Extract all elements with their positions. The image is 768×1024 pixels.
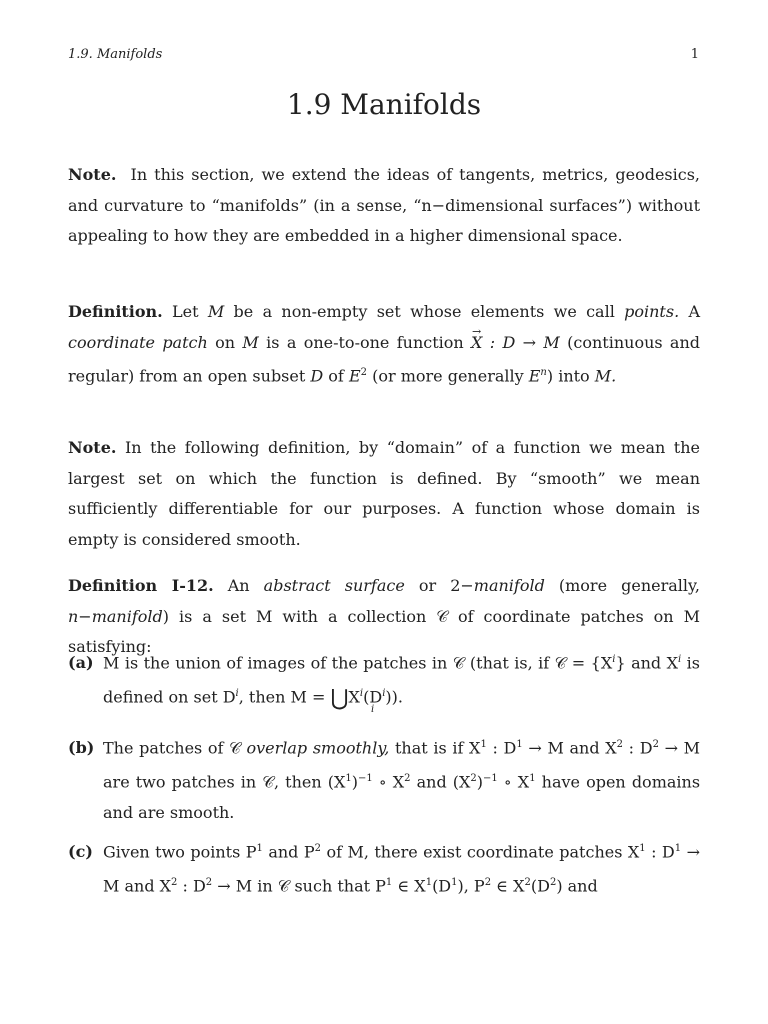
running-header-section: 1.9. Manifolds [68, 47, 163, 62]
definition-label: Definition I-12. [68, 576, 214, 595]
math-sup: 2 [404, 772, 411, 784]
text: ∈ X [491, 876, 525, 896]
text: ) and [556, 876, 598, 896]
item-marker: (a) [68, 653, 94, 673]
math-sup: n [540, 367, 547, 378]
text: : D [177, 876, 206, 896]
math-sup: 2 [652, 739, 659, 750]
math-sup: 2 [470, 772, 477, 784]
note-label: Note. [68, 438, 117, 457]
text: on [207, 332, 243, 352]
text: ) [351, 772, 358, 792]
text: : D [645, 842, 675, 862]
text: } and X [615, 653, 679, 673]
math-sup: 1 [674, 843, 682, 854]
math-E: E [528, 366, 541, 386]
definition-coordinate-patch [68, 297, 700, 392]
term-coordinate-patch: coordinate patch [68, 332, 208, 352]
text: , then M = [238, 687, 331, 707]
math-sup: 1 [256, 843, 263, 854]
math-M: M. [594, 366, 617, 386]
list-item-b [68, 730, 700, 828]
math-sup: −1 [483, 772, 498, 784]
math-sup: 1 [480, 739, 487, 750]
text: ) [476, 772, 484, 792]
math-bigcup: ⋃ [330, 686, 349, 712]
math-sup: i [678, 654, 682, 665]
running-header [68, 47, 699, 62]
text: and (X [410, 772, 471, 792]
note-text: In this section, we extend the ideas of tangents, metrics, geodesics, and curvature to “manifolds” (in a sense, “n−dimensional surfaces”) without appealing to how they are embedded in a higher dimensional space. [68, 165, 700, 245]
list-item-c [68, 834, 700, 902]
text: M is the union of images of the patches in 𝒞 (that is, if 𝒞 = {X [103, 653, 613, 673]
text: ) into [546, 366, 595, 386]
text: of [323, 366, 349, 386]
text: ∈ X [392, 876, 426, 896]
text: → M in 𝒞 such that P [212, 876, 386, 896]
text: Let [172, 302, 208, 321]
text: ∘ X [372, 772, 405, 792]
text: Given two points P [103, 842, 257, 862]
text: (continuous and regular) from an open subset [68, 332, 701, 386]
math-M: M [242, 332, 259, 352]
item-marker: (c) [68, 842, 93, 862]
text: have open domains and are smooth. [103, 772, 701, 822]
text: or 2− [404, 576, 474, 595]
note-domain-smooth [68, 433, 700, 555]
list-item-a: (a) M is the union of images of the patches in 𝒞 (that is, if 𝒞 = $\{X^i\}$ and $X^i$ is defined on set $D^i$, then $M = ⋃X^i(D^i)$). i [68, 645, 700, 713]
text: and P [262, 842, 315, 862]
math-sup: i [612, 654, 616, 665]
text: ) is a set M with a collection 𝒞 of coordinate patches on M satisfying: [68, 606, 700, 656]
term-manifold: manifold [473, 576, 545, 595]
text: ∘ X [497, 772, 530, 792]
text: → M and X [522, 738, 617, 758]
text: A [679, 302, 701, 321]
definition-label: Definition. [68, 302, 163, 321]
math-E: E [348, 366, 361, 386]
math-sup: 1 [516, 739, 523, 750]
text: The patches of 𝒞 [103, 738, 247, 758]
term-n-manifold: n−manifold [68, 606, 163, 626]
note-label: Note. [68, 165, 117, 184]
text: : D [623, 738, 653, 758]
text: → M and X [103, 842, 700, 896]
math-sup: i [359, 687, 364, 699]
math-sup: i [382, 687, 386, 699]
math-sup: 2 [524, 876, 531, 888]
math-sup: 1 [529, 772, 536, 784]
math-sup: 2 [549, 876, 557, 888]
math-sup: 2 [484, 876, 492, 888]
section-title: 1.9 Manifolds [286, 88, 482, 121]
math-vector-X: X [348, 687, 360, 707]
math-sup: 1 [451, 876, 458, 888]
term-overlap-smoothly: overlap smoothly, [246, 738, 390, 758]
math-map: : D → M [482, 332, 560, 352]
math-sup: 1 [385, 876, 393, 888]
text: is defined on set D [103, 653, 701, 707]
math-sup: 2 [205, 876, 213, 888]
math-D: D [310, 366, 324, 386]
text: (D [363, 687, 383, 707]
text: ), P [457, 876, 485, 896]
page-number: 1 [690, 47, 699, 62]
math-sup: −1 [358, 772, 373, 784]
text: is a one-to-one function [258, 332, 472, 352]
math-sup: 2 [171, 876, 178, 888]
term-abstract-surface: abstract surface [263, 576, 405, 595]
math-sup: i [235, 687, 239, 699]
text: be a non-empty set whose elements we call [224, 302, 625, 321]
text: (more generally, [544, 576, 701, 595]
math-sup: 2 [360, 367, 367, 378]
math-sup: 2 [314, 843, 322, 854]
note-text: In the following definition, by “domain” of a function we mean the largest set on which the function is defined. By “smooth” we mean sufficiently differentiable for our purposes. A function whose domain is empty is considered smooth. [68, 438, 700, 549]
math-sup: 1 [425, 876, 433, 888]
text: (or more generally [367, 366, 529, 386]
term-points: points. [624, 302, 680, 321]
text: of M, there exist coordinate patches X [321, 842, 640, 862]
text: An [213, 576, 264, 595]
math-sup: 1 [639, 843, 646, 854]
text: (D [432, 876, 452, 896]
math-M: M [207, 302, 225, 321]
math-vector-X: → X [471, 328, 482, 359]
math-sup: 2 [616, 739, 624, 750]
text: that is if X [389, 738, 481, 758]
text: : D [486, 738, 517, 758]
note-intro [68, 160, 700, 252]
text: )). [385, 687, 403, 707]
text: → M are two patches in 𝒞, then (X [103, 738, 701, 792]
math-sup: 1 [345, 772, 352, 784]
text: (D [530, 876, 550, 896]
item-marker: (b) [68, 738, 95, 758]
